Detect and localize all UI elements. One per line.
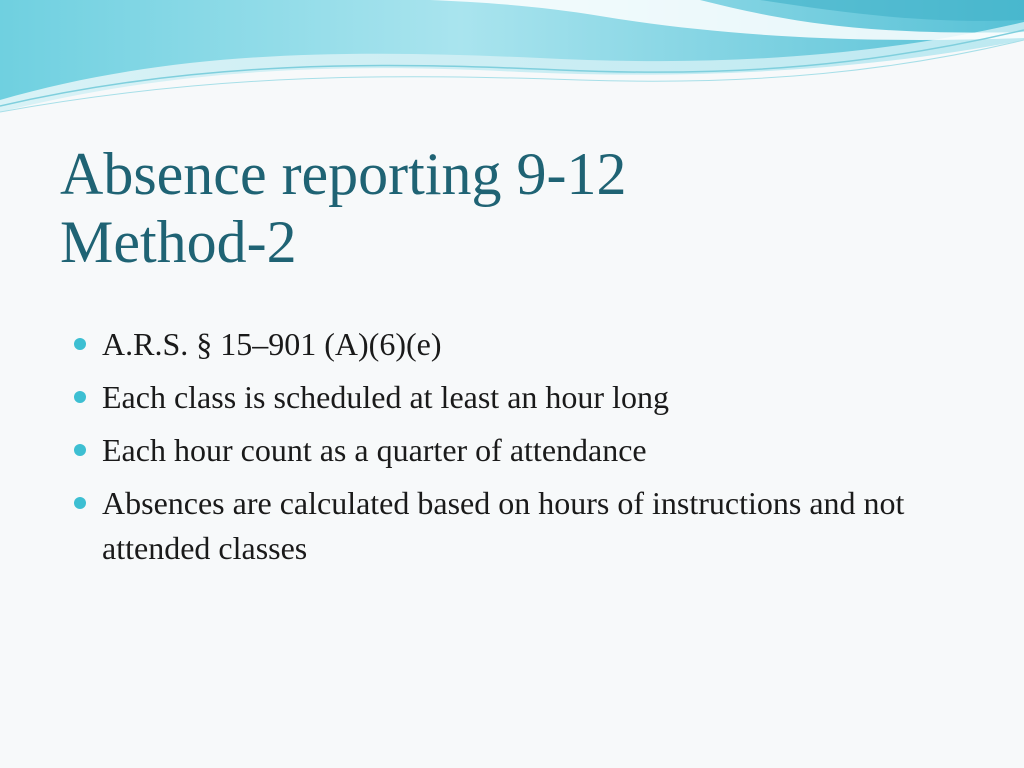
bullet-text: Each hour count as a quarter of attendance bbox=[102, 432, 647, 468]
bullet-text: A.R.S. § 15–901 (A)(6)(e) bbox=[102, 326, 442, 362]
bullet-text: Absences are calculated based on hours of instructions and not attended classes bbox=[102, 485, 905, 566]
slide-title-line-1: Absence reporting 9-12 bbox=[60, 141, 627, 207]
bullet-dot-icon bbox=[74, 338, 86, 350]
bullet-list bbox=[74, 322, 954, 579]
header-wave-decoration bbox=[0, 0, 1024, 130]
bullet-item bbox=[74, 375, 954, 420]
bullet-item bbox=[74, 322, 954, 367]
slide-title-line-2: Method-2 bbox=[60, 209, 297, 275]
bullet-dot-icon bbox=[74, 444, 86, 456]
bullet-dot-icon bbox=[74, 391, 86, 403]
bullet-text: Each class is scheduled at least an hour long bbox=[102, 379, 669, 415]
slide-title bbox=[60, 140, 960, 276]
bullet-dot-icon bbox=[74, 497, 86, 509]
bullet-item bbox=[74, 428, 954, 473]
bullet-item bbox=[74, 481, 954, 571]
